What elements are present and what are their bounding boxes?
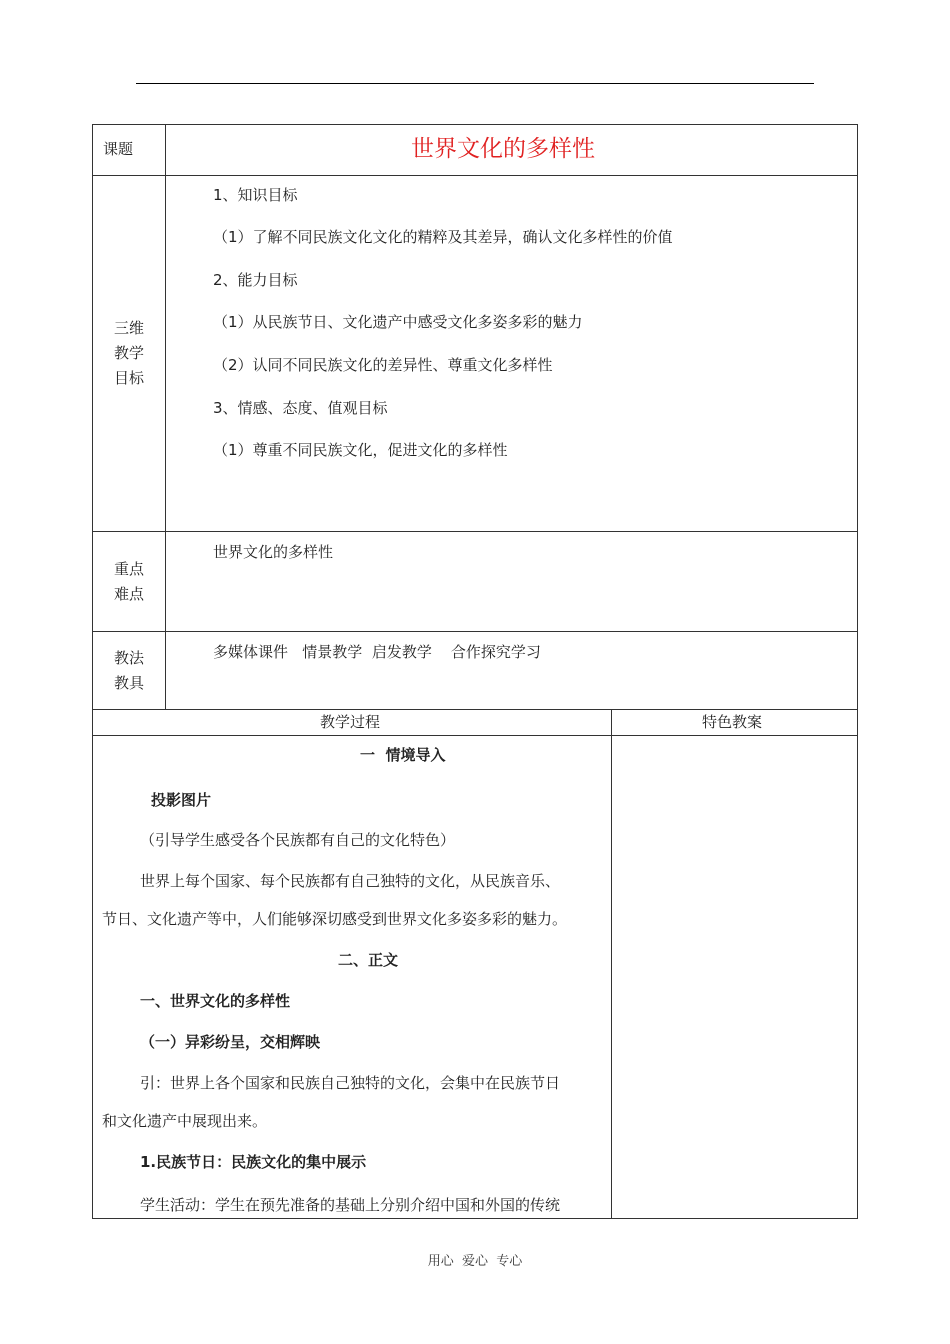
objective-item: （1）了解不同民族文化文化的精粹及其差异，确认文化多样性的价值	[213, 228, 673, 246]
objective-item: 3、情感、态度、值观目标	[213, 399, 388, 417]
method-label-line: 教法	[113, 649, 144, 667]
guide-note: （引导学生感受各个民族都有自己的文化特色）	[140, 831, 456, 849]
objective-item: 2、能力目标	[213, 271, 298, 289]
objective-item: （2）认同不同民族文化的差异性、尊重文化多样性	[213, 356, 553, 374]
paragraph-line: 引：世界上各个国家和民族自己独特的文化，会集中在民族节日	[140, 1074, 561, 1092]
topic-title: 世界文化的多样性	[411, 136, 595, 162]
row-divider	[92, 631, 858, 632]
section1-title: 一 情境导入	[360, 746, 446, 764]
method-text: 多媒体课件 情景教学 启发教学 合作探究学习	[213, 643, 541, 661]
key-text: 世界文化的多样性	[213, 543, 334, 561]
process-header: 教学过程	[320, 713, 381, 731]
paragraph-line: 学生活动：学生在预先准备的基础上分别介绍中国和外国的传统	[140, 1196, 561, 1214]
row-divider	[92, 709, 858, 710]
paragraph-line: 节日、文化遗产等中，人们能够深切感受到世界文化多姿多彩的魅力。	[102, 910, 568, 928]
method-label-line: 教具	[113, 674, 144, 692]
feature-column-divider	[611, 709, 612, 1219]
objective-item: （1）尊重不同民族文化，促进文化的多样性	[213, 441, 508, 459]
objectives-label-line: 三维	[113, 319, 144, 337]
objective-item: （1）从民族节日、文化遗产中感受文化多姿多彩的魅力	[213, 313, 583, 331]
feature-header: 特色教案	[702, 713, 763, 731]
heading-3: 1.民族节日：民族文化的集中展示	[140, 1153, 367, 1171]
objectives-label	[93, 316, 165, 391]
objective-item: 1、知识目标	[213, 186, 298, 204]
row-divider	[92, 735, 858, 736]
key-label-line: 难点	[113, 585, 144, 603]
objectives-label-line: 教学	[113, 344, 144, 362]
method-label	[93, 646, 165, 696]
row-divider	[92, 531, 858, 532]
lesson-plan-table	[92, 124, 858, 1219]
paragraph-line: 世界上每个国家、每个民族都有自己独特的文化，从民族音乐、	[140, 872, 561, 890]
key-label	[93, 557, 165, 607]
projection-heading: 投影图片	[151, 791, 212, 809]
paragraph-line: 和文化遗产中展现出来。	[102, 1112, 268, 1130]
footer-motto: 用心 爱心 专心	[427, 1254, 523, 1269]
section2-title: 二、正文	[338, 951, 399, 969]
topic-label: 课题	[103, 140, 134, 158]
row-divider	[92, 175, 858, 176]
header-rule	[136, 83, 814, 84]
heading-1: 一、世界文化的多样性	[140, 992, 291, 1010]
objectives-label-line: 目标	[113, 369, 144, 387]
label-column-divider	[165, 124, 166, 709]
heading-2: （一）异彩纷呈，交相辉映	[140, 1033, 321, 1051]
key-label-line: 重点	[113, 560, 144, 578]
